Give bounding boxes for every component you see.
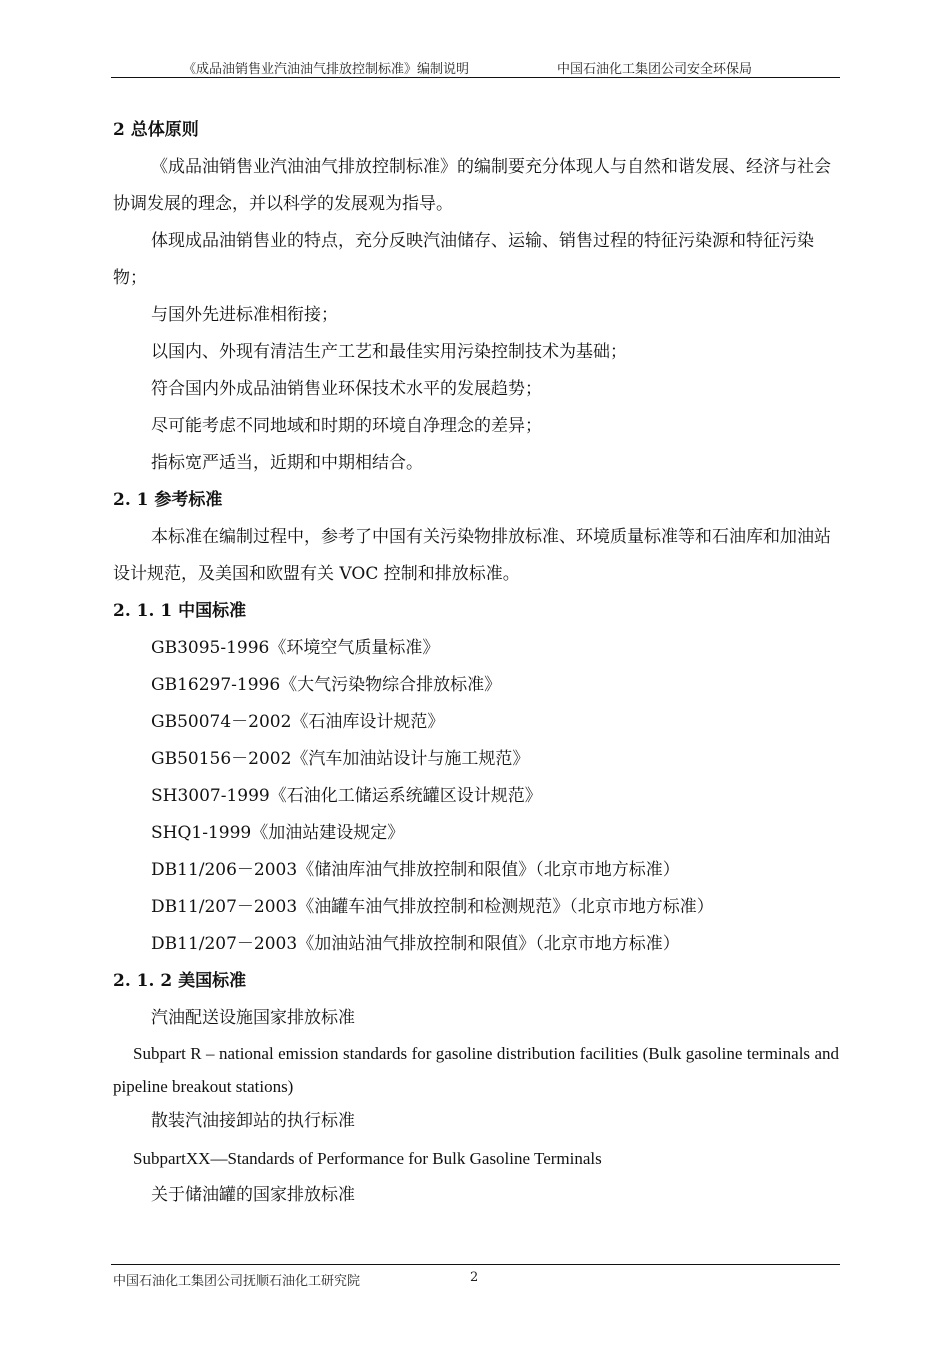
standard-item: DB11/207－2003《油罐车油气排放控制和检测规范》（北京市地方标准） [151, 897, 714, 917]
footer-org: 中国石油化工集团公司抚顺石油化工研究院 [113, 1274, 361, 1289]
section-2-para-2: 体现成品油销售业的特点，充分反映汽油储存、运输、销售过程的特征污染源和特征污染物； [113, 231, 814, 288]
us-standard-title: 关于储油罐的国家排放标准 [151, 1185, 355, 1205]
running-header-org: 中国石油化工集团公司安全环保局 [557, 62, 753, 77]
us-standard-english: Subpart R – national emission standards for gasoline distribution facilities (Bulk gasoline terminals and pipeline breakout stations) [113, 1044, 839, 1096]
principle-item: 与国外先进标准相衔接； [151, 305, 338, 325]
us-standard-english: SubpartXX—Standards of Performance for Bulk Gasoline Terminals [133, 1149, 602, 1168]
principle-item: 指标宽严适当，近期和中期相结合。 [151, 453, 423, 473]
section-2-1-1-heading: 2. 1. 1 中国标准 [113, 601, 247, 621]
section-2-1-2-heading: 2. 1. 2 美国标准 [113, 971, 247, 991]
section-2-heading: 2 总体原则 [113, 120, 199, 140]
principle-item: 符合国内外成品油销售业环保技术水平的发展趋势； [151, 379, 542, 399]
page-number: 2 [470, 1270, 479, 1285]
standard-item: GB3095-1996《环境空气质量标准》 [151, 638, 440, 658]
section-2-para-1: 《成品油销售业汽油油气排放控制标准》的编制要充分体现人与自然和谐发展、经济与社会协调发展的理念，并以科学的发展观为指导。 [113, 157, 831, 214]
section-2-1-heading: 2. 1 参考标准 [113, 490, 223, 510]
standard-item: DB11/207－2003《加油站油气排放控制和限值》（北京市地方标准） [151, 934, 680, 954]
standard-item: DB11/206－2003《储油库油气排放控制和限值》（北京市地方标准） [151, 860, 680, 880]
standard-item: GB50156－2002《汽车加油站设计与施工规范》 [151, 749, 530, 769]
us-standard-title: 汽油配送设施国家排放标准 [151, 1008, 355, 1028]
principle-item: 以国内、外现有清洁生产工艺和最佳实用污染控制技术为基础； [151, 342, 627, 362]
standard-item: GB16297-1996《大气污染物综合排放标准》 [151, 675, 502, 695]
standard-item: GB50074－2002《石油库设计规范》 [151, 712, 445, 732]
principle-item: 尽可能考虑不同地域和时期的环境自净理念的差异； [151, 416, 542, 436]
footer-rule [111, 1264, 840, 1265]
running-header-title: 《成品油销售业汽油油气排放控制标准》编制说明 [183, 62, 470, 77]
us-standard-title: 散装汽油接卸站的执行标准 [151, 1111, 355, 1131]
section-2-1-para: 本标准在编制过程中，参考了中国有关污染物排放标准、环境质量标准等和石油库和加油站设计规范，及美国和欧盟有关 VOC 控制和排放标准。 [113, 527, 831, 584]
standard-item: SHQ1-1999《加油站建设规定》 [151, 823, 405, 843]
header-rule [111, 77, 840, 78]
page-body [113, 112, 839, 1214]
standard-item: SH3007-1999《石油化工储运系统罐区设计规范》 [151, 786, 542, 806]
